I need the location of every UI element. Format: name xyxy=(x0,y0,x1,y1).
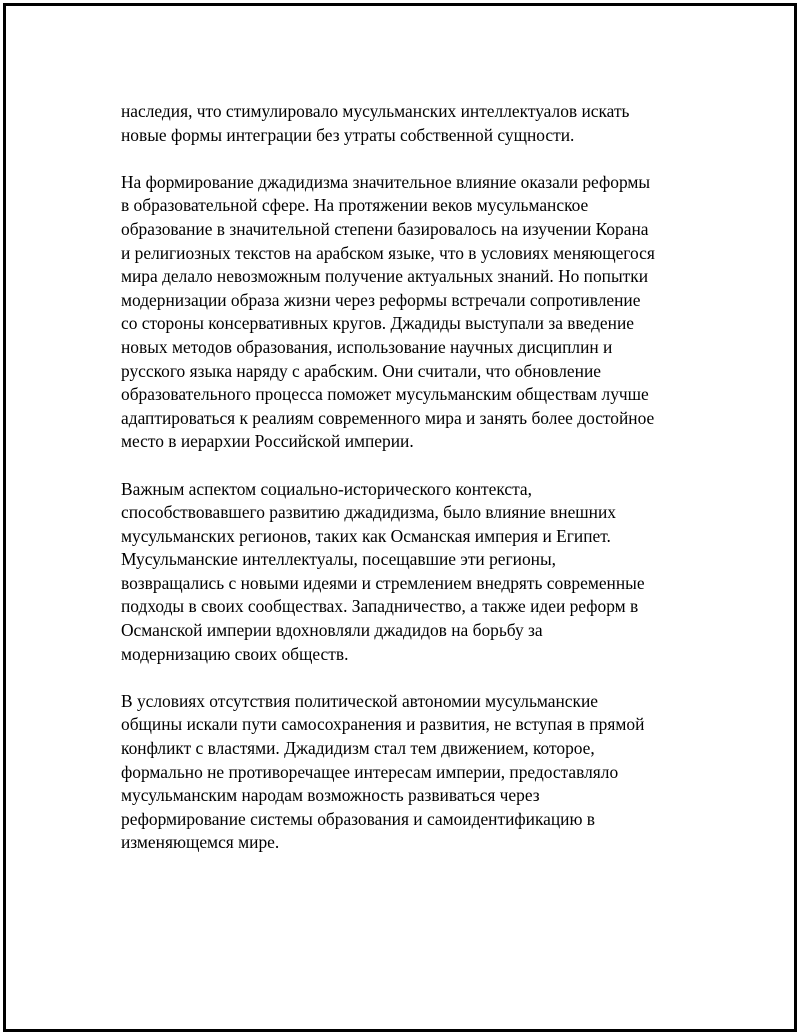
paragraph: Важным аспектом социально-исторического контекста, способствовавшего развитию джадидизма, было влияние внешних мусульманских регионов, таких как Османская империя и Египет. Мусульманские интеллектуалы, посещавшие эти регионы, возвращались с новыми идеями и стремлением внедрять современные подходы в своих сообществах. Западничество, а также идеи реформ в Османской империи вдохновляли джадидов на борьбу за модернизацию своих обществ. xyxy=(121,478,645,664)
paragraph: На формирование джадидизма значительное влияние оказали реформы в образовательной сфере. На протяжении веков мусульманское образование в значительной степени базировалось на изучении Корана и религиозных текстов на арабском языке, что в условиях меняющегося мира делало невозможным получение актуальных знаний. Но попытки модернизации образа жизни через реформы встречали сопротивление со стороны консервативных кругов. Джадиды выступали за введение новых методов образования, использование научных дисциплин и русского языка наряду с арабским. Они считали, что обновление образовательного процесса поможет мусульманским обществам лучше адаптироваться к реалиям современного мира и занять более достойное место в иерархии Российской империи. xyxy=(121,171,655,452)
document-body xyxy=(121,100,701,879)
paragraph: В условиях отсутствия политической автономии мусульманские общины искали пути самосохранения и развития, не вступая в прямой конфликт с властями. Джадидизм стал тем движением, которое, формально не противоречащее интересам империи, предоставляло мусульманским народам возможность развиваться через реформирование системы образования и самоидентификацию в изменяющемся мире. xyxy=(121,690,645,853)
page-frame xyxy=(3,3,797,1032)
paragraph: наследия, что стимулировало мусульманских интеллектуалов искать новые формы интеграции без утраты собственной сущности. xyxy=(121,101,630,145)
